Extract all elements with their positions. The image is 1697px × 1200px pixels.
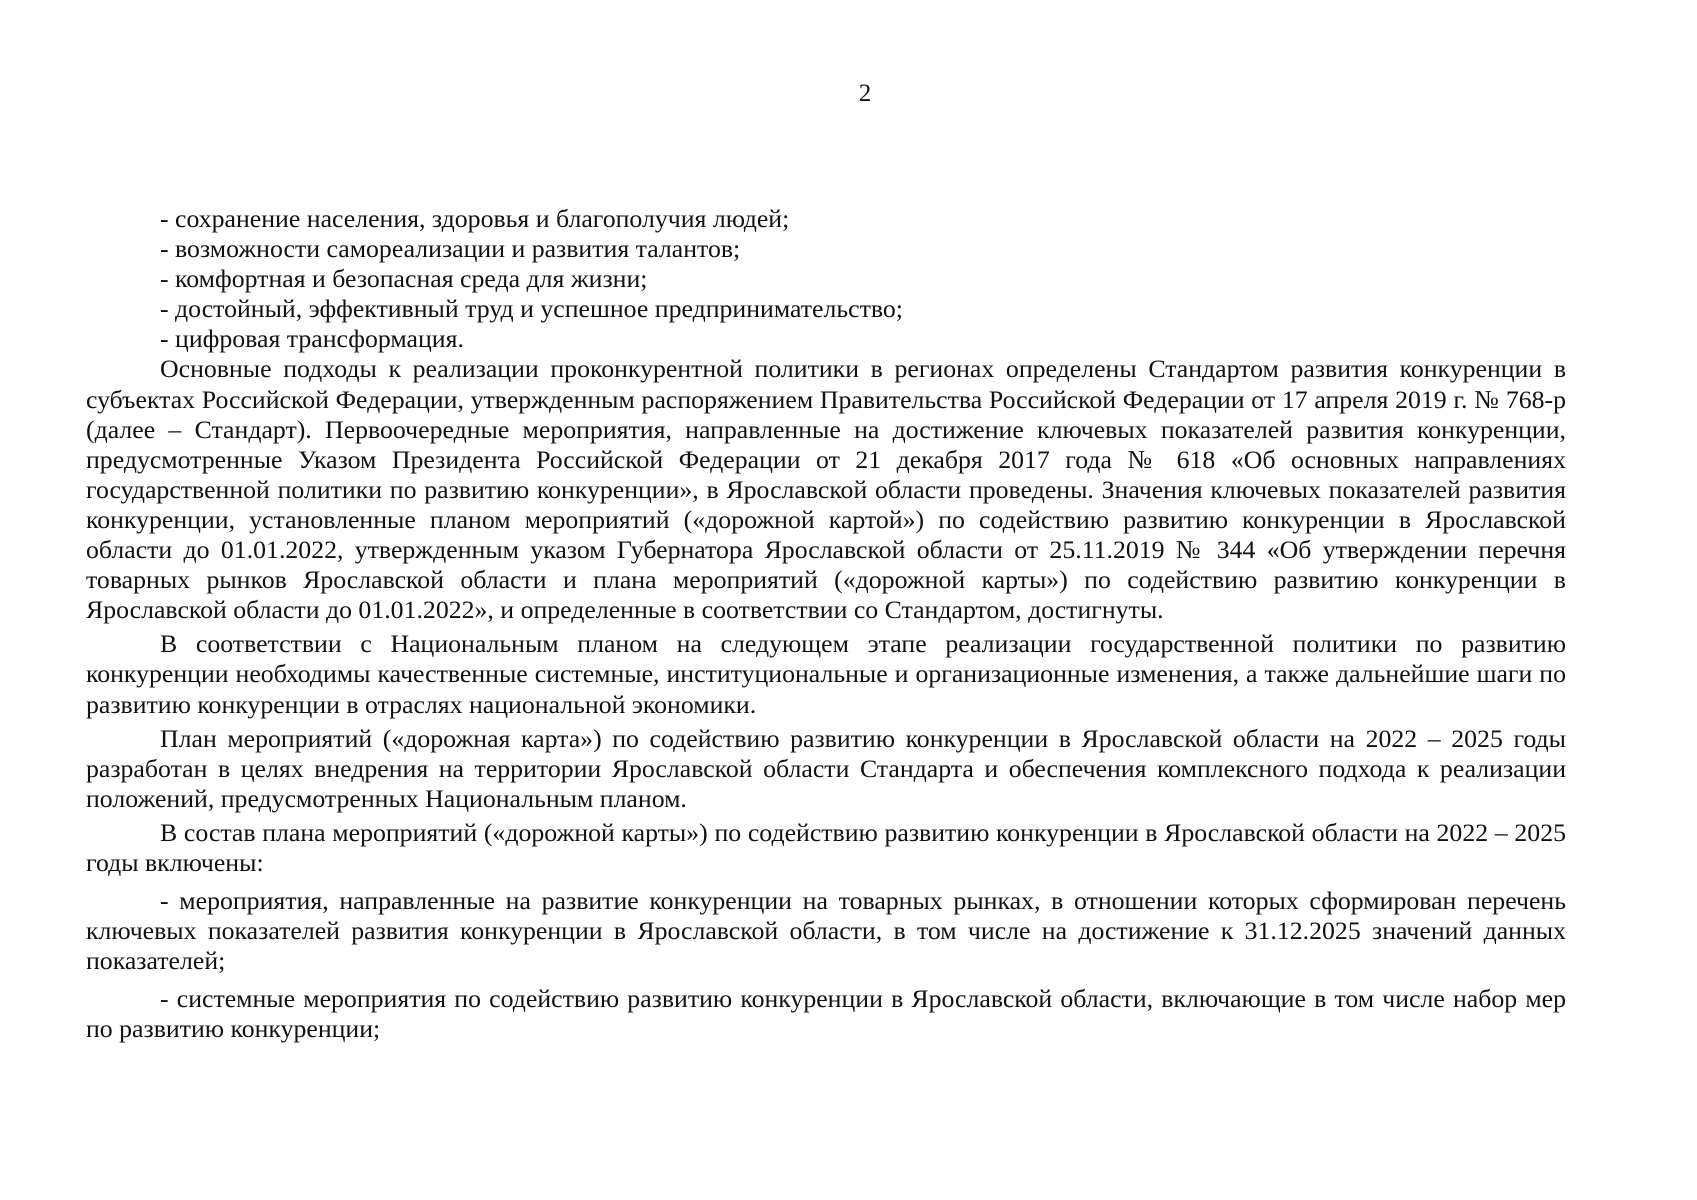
list-item-markets: - мероприятия, направленные на развитие конкуренции на товарных рынках, в отношении которых сформирован перечень ключевых показателей развития конкуренции в Ярославской области, в том числе на достижение к 31.12.2025 значений данных показателей; xyxy=(86,886,1566,976)
list-item: - комфортная и безопасная среда для жизни; xyxy=(160,264,648,294)
list-item: - сохранение населения, здоровья и благополучия людей; xyxy=(160,204,790,233)
paragraph-national-plan: В соответствии с Национальным планом на следующем этапе реализации государственной политики по развитию конкуренции необходимы качественные системные, институциональные и организационные изменения, а также дальнейшие шаги по развитию конкуренции в отраслях национальной экономики. xyxy=(86,629,1566,719)
page-number: 2 xyxy=(858,80,872,107)
document-body xyxy=(86,204,1566,1045)
paragraph-roadmap-purpose: План мероприятий («дорожная карта») по содействию развитию конкуренции в Ярославской области на 2022 – 2025 годы разработан в целях внедрения на территории Ярославской области Стандарта и обеспечения комплексного подхода к реализации положений, предусмотренных Национальным планом. xyxy=(86,723,1566,813)
paragraph-standard: Основные подходы к реализации проконкурентной политики в регионах определены Стандартом развития конкуренции в субъектах Российской Федерации, утвержденным распоряжением Правительства Российской Федерации от 17 апреля 2019 г. № 768-р (далее – Стандарт). Первоочередные мероприятия, направленные на достижение ключевых показателей развития конкуренции, предусмотренные Указом Президента Российской Федерации от 21 декабря 2017 года № 618 «Об основных направлениях государственной политики по развитию конкуренции», в Ярославской области проведены. Значения ключевых показателей развития конкуренции, установленные планом мероприятий («дорожной картой») по содействию развитию конкуренции в Ярославской области до 01.01.2022, утвержденным указом Губернатора Ярославской области от 25.11.2019 № 344 «Об утверждении перечня товарных рынков Ярославской области и плана мероприятий («дорожной карты») по содействию развитию конкуренции в Ярославской области до 01.01.2022», и определенные в соответствии со Стандартом, достигнуты. xyxy=(86,354,1566,625)
list-item: - возможности самореализации и развития талантов; xyxy=(160,234,741,264)
list-item: - достойный, эффективный труд и успешное предпринимательство; xyxy=(160,294,903,324)
list-item: - цифровая трансформация. xyxy=(160,324,464,354)
paragraph-roadmap-contents: В состав плана мероприятий («дорожной карты») по содействию развитию конкуренции в Ярославской области на 2022 – 2025 годы включены: xyxy=(86,817,1566,877)
list-item-systemic-measures: - системные мероприятия по содействию развитию конкуренции в Ярославской области, включающие в том числе набор мер по развитию конкуренции; xyxy=(86,984,1566,1044)
